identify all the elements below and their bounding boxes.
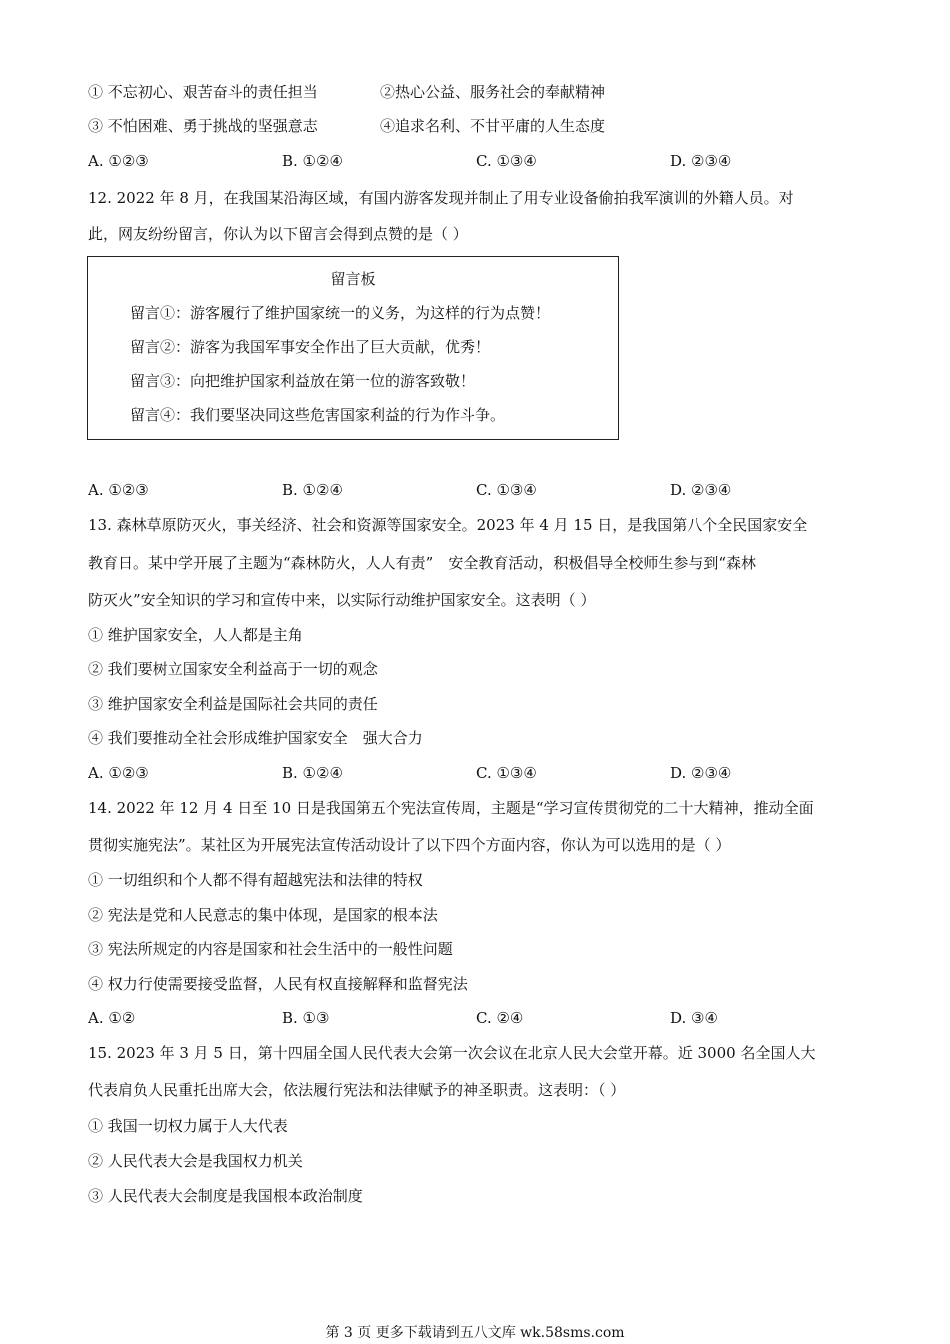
statement-2: ②热心公益、服务社会的奉献精神 <box>380 83 606 101</box>
choice-d: D. ②③④ <box>670 764 732 782</box>
q13-statement-4: ④ 我们要推动全社会形成维护国家安全 强大合力 <box>88 729 423 747</box>
q15-stem-line-2: 代表肩负人民重托出席大会，依法履行宪法和法律赋予的神圣职责。这表明：（ ） <box>88 1081 626 1099</box>
choice-a: A. ①② <box>88 1009 136 1027</box>
prev-statements-row-2 <box>88 116 868 136</box>
choice-c: C. ②④ <box>476 1009 524 1027</box>
choice-c: C. ①③④ <box>476 764 537 782</box>
choice-c: C. ①③④ <box>476 152 537 170</box>
choice-b: B. ①②④ <box>282 152 343 170</box>
q14-choices <box>88 1008 868 1028</box>
choice-b: B. ①③ <box>282 1009 330 1027</box>
q12-stem-line-1: 12. 2022 年 8 月，在我国某沿海区域，有国内游客发现并制止了用专业设备偷拍我军演训的外籍人员。对 <box>88 189 794 207</box>
statement-1: ① 不忘初心、艰苦奋斗的责任担当 <box>88 83 318 101</box>
page-footer: 第 3 页 更多下载请到五八文库 wk.58sms.com <box>325 1325 625 1341</box>
q13-choices <box>88 763 868 783</box>
choice-a: A. ①②③ <box>88 481 149 499</box>
q15-stem-line-1: 15. 2023 年 3 月 5 日，第十四届全国人民代表大会第一次会议在北京人民大会堂开幕。近 3000 名全国人大 <box>88 1044 816 1062</box>
choice-b: B. ①②④ <box>282 764 343 782</box>
q12-choices <box>88 480 868 500</box>
choice-a: A. ①②③ <box>88 152 149 170</box>
q13-stem-line-1: 13. 森林草原防灭火，事关经济、社会和资源等国家安全。2023 年 4 月 15 日，是我国第八个全民国家安全 <box>88 516 808 534</box>
q13-statement-2: ② 我们要树立国家安全利益高于一切的观念 <box>88 660 378 678</box>
message-4: 留言④：我们要坚决同这些危害国家利益的行为作斗争。 <box>130 406 506 424</box>
statement-4: ④追求名利、不甘平庸的人生态度 <box>380 117 606 135</box>
q14-stem-line-2: 贯彻实施宪法”。某社区为开展宪法宣传活动设计了以下四个方面内容，你认为可以选用的是（ ） <box>88 836 731 854</box>
message-1: 留言①：游客履行了维护国家统一的义务，为这样的行为点赞！ <box>130 304 551 322</box>
q14-statement-1: ① 一切组织和个人都不得有超越宪法和法律的特权 <box>88 871 423 889</box>
choice-d: D. ③④ <box>670 1009 718 1027</box>
q13-stem-line-3: 防灭火”安全知识的学习和宣传中来，以实际行动维护国家安全。这表明（ ） <box>88 591 596 609</box>
choice-a: A. ①②③ <box>88 764 149 782</box>
q15-statement-1: ① 我国一切权力属于人大代表 <box>88 1117 288 1135</box>
choice-c: C. ①③④ <box>476 481 537 499</box>
q13-stem-line-2: 教育日。某中学开展了主题为“森林防火，人人有责” 安全教育活动，积极倡导全校师生参与到“森林 <box>88 554 757 572</box>
choice-d: D. ②③④ <box>670 152 732 170</box>
message-2: 留言②：游客为我国军事安全作出了巨大贡献，优秀！ <box>130 338 491 356</box>
q14-statement-3: ③ 宪法所规定的内容是国家和社会生活中的一般性问题 <box>88 940 453 958</box>
q15-statement-2: ② 人民代表大会是我国权力机关 <box>88 1152 303 1170</box>
q14-statement-4: ④ 权力行使需要接受监督，人民有权直接解释和监督宪法 <box>88 975 468 993</box>
statement-3: ③ 不怕困难、勇于挑战的坚强意志 <box>88 117 318 135</box>
message-board <box>87 256 619 440</box>
message-board-title: 留言板 <box>330 270 376 288</box>
choice-d: D. ②③④ <box>670 481 732 499</box>
q14-statement-2: ② 宪法是党和人民意志的集中体现，是国家的根本法 <box>88 906 438 924</box>
q15-statement-3: ③ 人民代表大会制度是我国根本政治制度 <box>88 1187 363 1205</box>
q13-statement-3: ③ 维护国家安全利益是国际社会共同的责任 <box>88 695 378 713</box>
q13-statement-1: ① 维护国家安全，人人都是主角 <box>88 626 303 644</box>
prev-choices <box>88 151 868 171</box>
q12-stem-line-2: 此，网友纷纷留言，你认为以下留言会得到点赞的是（ ） <box>88 225 468 243</box>
message-3: 留言③：向把维护国家利益放在第一位的游客致敬！ <box>130 372 476 390</box>
choice-b: B. ①②④ <box>282 481 343 499</box>
q14-stem-line-1: 14. 2022 年 12 月 4 日至 10 日是我国第五个宪法宣传周，主题是“学习宣传贯彻党的二十大精神，推动全面 <box>88 799 814 817</box>
prev-statements-row-1 <box>88 82 868 102</box>
